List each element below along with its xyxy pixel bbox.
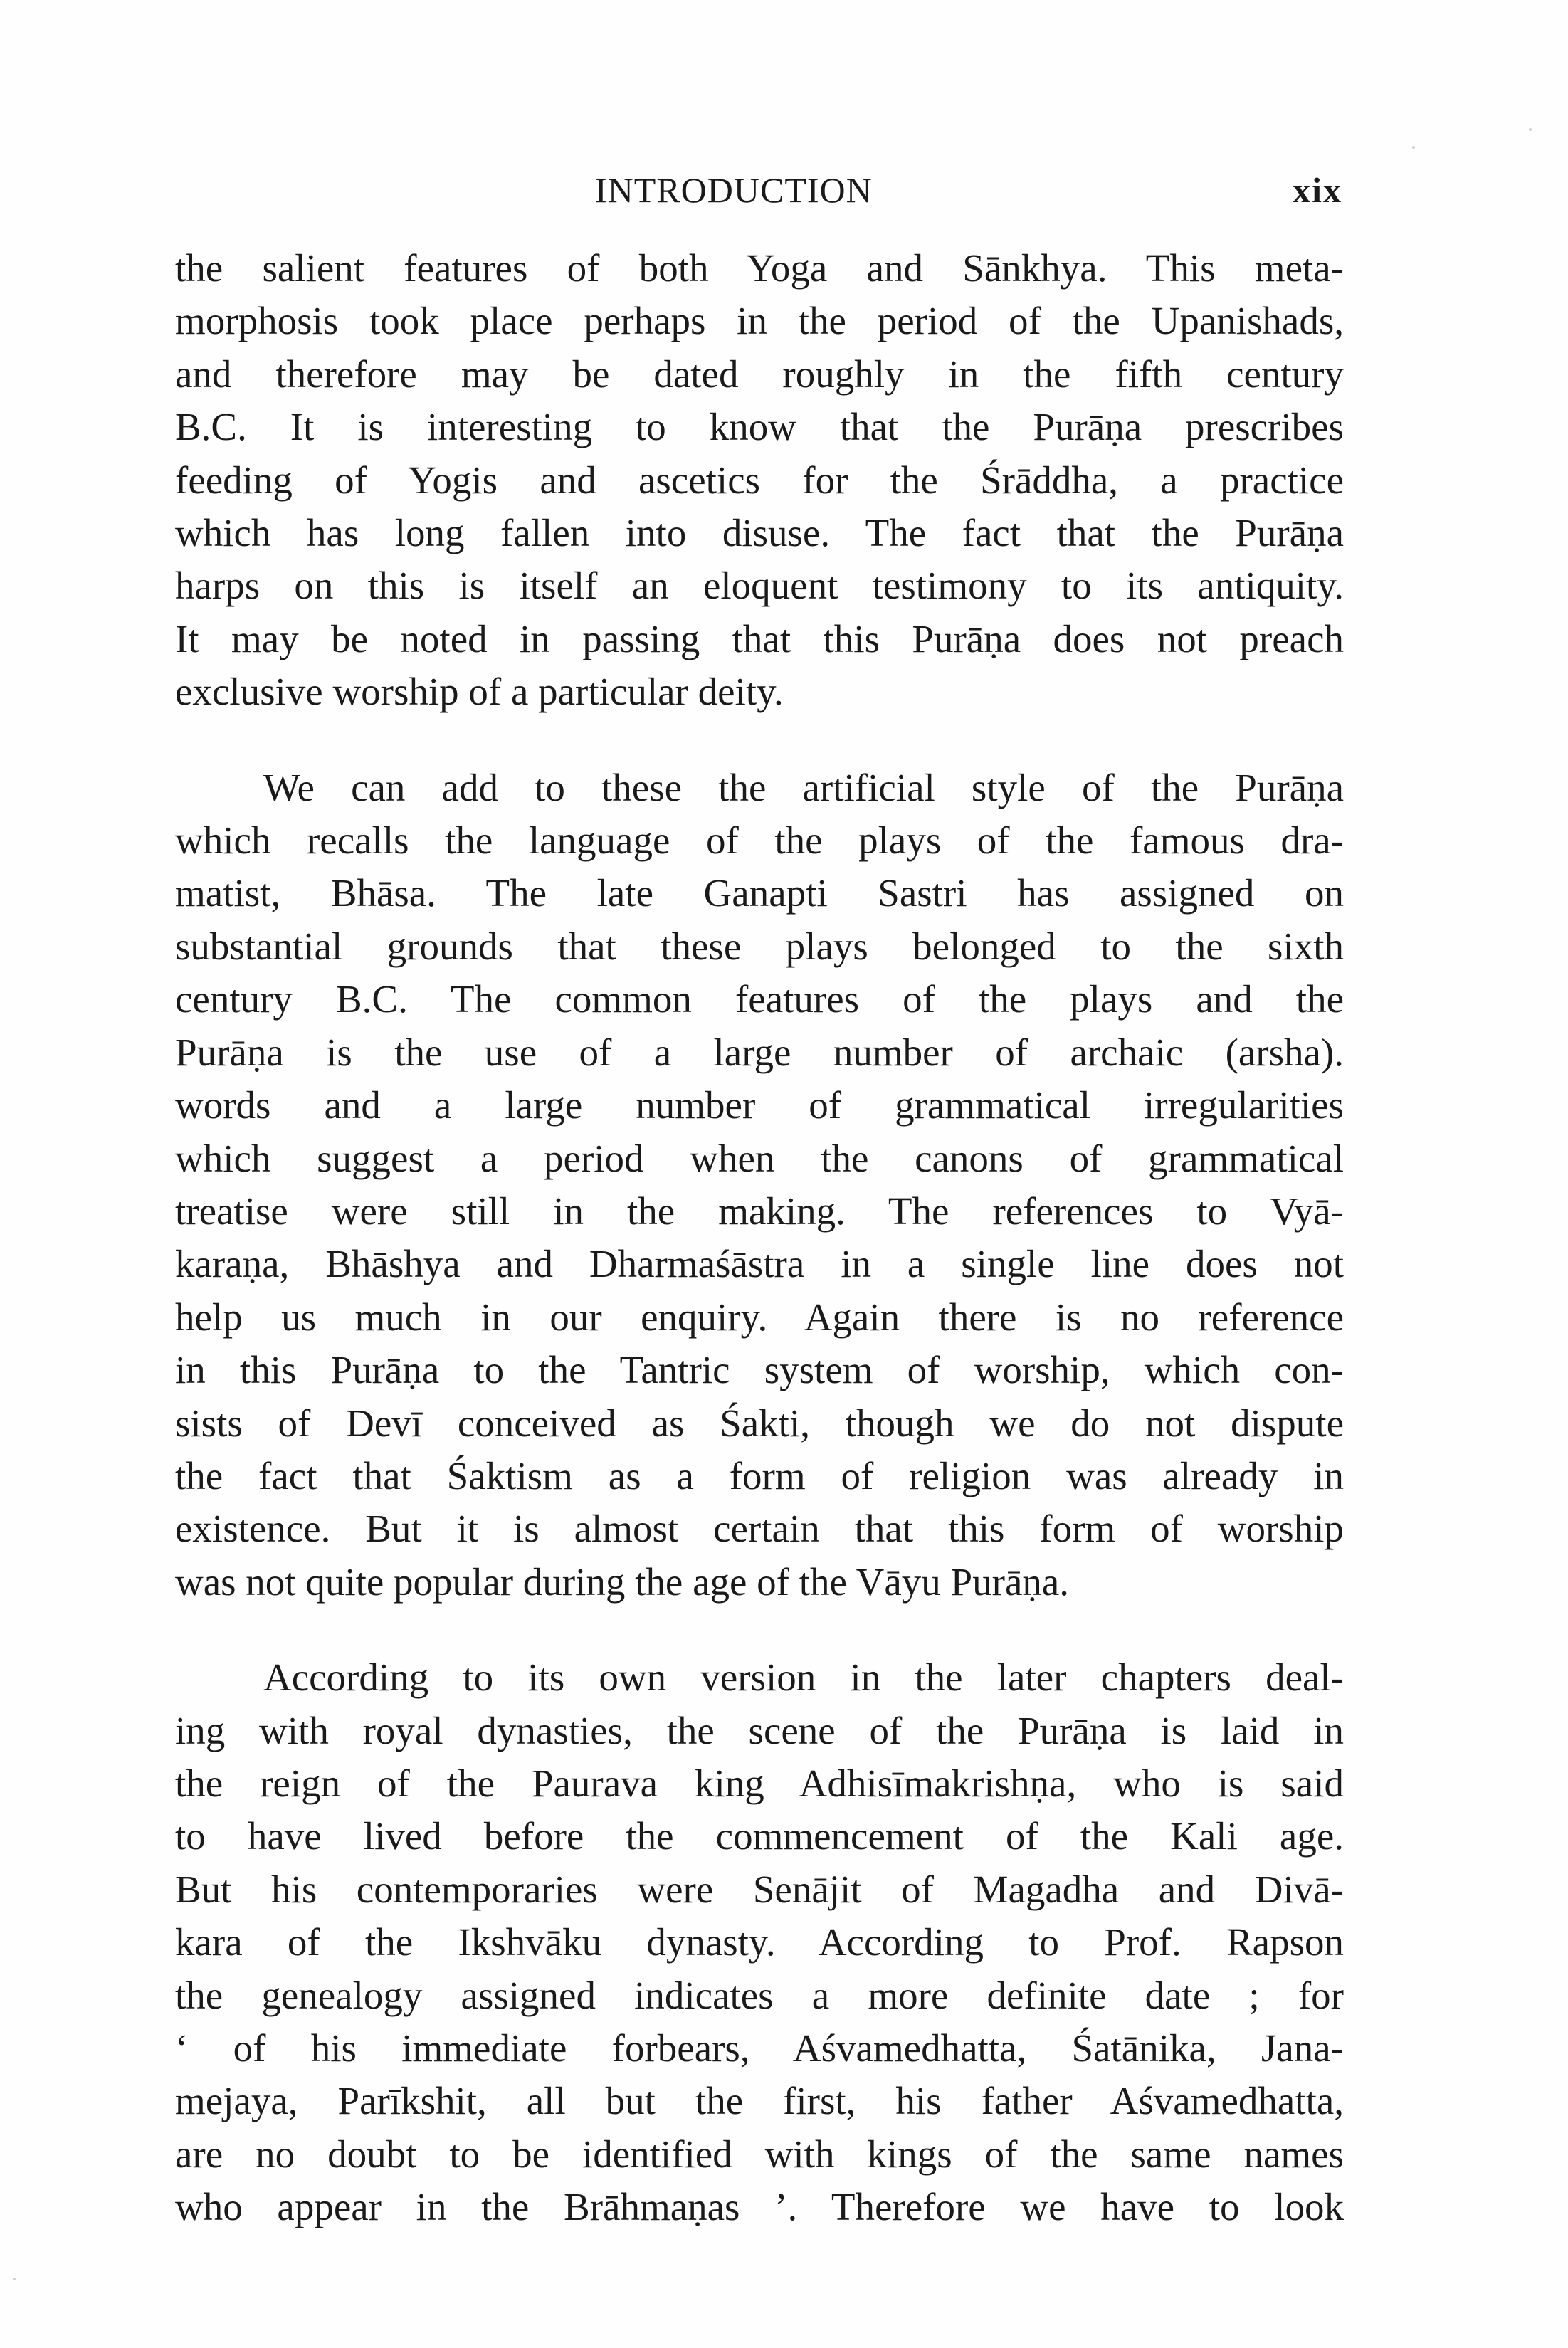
text-line: existence. But it is almost certain that this form of worship — [175, 1507, 1344, 1551]
text-line: B.C. It is interesting to know that the Purāṇa prescribes — [175, 405, 1344, 449]
text-line: are no doubt to be identified with kings of the same names — [175, 2132, 1344, 2176]
page-number: xix — [1293, 170, 1342, 210]
text-line: to have lived before the commencement of the Kali age. — [175, 1814, 1344, 1858]
text-line: was not quite popular during the age of the Vāyu Purāṇa. — [175, 1559, 1070, 1604]
body-text — [175, 242, 1344, 2234]
text-line: substantial grounds that these plays belonged to the sixth — [175, 924, 1344, 968]
text-line: which suggest a period when the canons of grammatical — [175, 1136, 1344, 1180]
paragraph-1 — [175, 242, 1344, 719]
text-line: Purāṇa is the use of a large number of archaic (arsha). — [175, 1030, 1344, 1074]
scan-speck — [13, 2278, 16, 2280]
text-line: the genealogy assigned indicates a more definite date ; for — [175, 1973, 1344, 2017]
text-line: But his contemporaries were Senājit of Magadha and Divā- — [175, 1867, 1344, 1911]
paragraph-3 — [175, 1651, 1344, 2233]
text-line: ‘ of his immediate forbears, Aśvamedhatta, Śatānika, Jana- — [175, 2026, 1344, 2070]
text-line: According to its own version in the later chapters deal- — [263, 1655, 1344, 1700]
text-line: kara of the Ikshvāku dynasty. According to Prof. Rapson — [175, 1920, 1344, 1964]
text-line: in this Purāṇa to the Tantric system of worship, which con- — [175, 1348, 1344, 1392]
text-line: who appear in the Brāhmaṇas ’. Therefore we have to look — [175, 2185, 1344, 2229]
text-line: treatise were still in the making. The references to Vyā- — [175, 1189, 1344, 1233]
text-line: It may be noted in passing that this Purāṇa does not preach — [175, 616, 1344, 660]
paragraph-gap — [175, 719, 1344, 762]
text-line: help us much in our enquiry. Again there is no reference — [175, 1295, 1344, 1339]
paragraph-gap — [175, 1609, 1344, 1651]
text-line: matist, Bhāsa. The late Ganapti Sastri has assigned on — [175, 871, 1344, 915]
text-line: ing with royal dynasties, the scene of the Purāṇa is laid in — [175, 1708, 1344, 1752]
text-line: words and a large number of grammatical irregularities — [175, 1083, 1344, 1127]
text-line: exclusive worship of a particular deity. — [175, 670, 784, 714]
text-line: We can add to these the artificial style of the Purāṇa — [263, 765, 1344, 809]
text-line: century B.C. The common features of the plays and the — [175, 977, 1344, 1021]
text-line: morphosis took place perhaps in the period of the Upanishads, — [175, 299, 1344, 343]
text-line: sists of Devī conceived as Śakti, though we do not dispute — [175, 1401, 1344, 1445]
text-line: the reign of the Paurava king Adhisīmakrishṇa, who is said — [175, 1761, 1344, 1805]
scan-speck — [1412, 146, 1415, 149]
text-line: and therefore may be dated roughly in the fifth century — [175, 352, 1344, 396]
scan-speck — [1529, 128, 1532, 131]
text-line: which recalls the language of the plays of the famous dra- — [175, 818, 1344, 863]
running-title: INTRODUCTION — [595, 170, 873, 210]
text-line: the salient features of both Yoga and Sānkhya. This meta- — [175, 246, 1344, 290]
text-line: mejaya, Parīkshit, all but the first, his father Aśvamedhatta, — [175, 2079, 1344, 2123]
running-header — [175, 169, 1342, 219]
text-line: the fact that Śaktism as a form of religion was already in — [175, 1453, 1344, 1497]
text-line: harps on this is itself an eloquent testimony to its antiquity. — [175, 564, 1344, 608]
text-line: karaṇa, Bhāshya and Dharmaśāstra in a single line does not — [175, 1242, 1344, 1286]
text-line: feeding of Yogis and ascetics for the Śrāddha, a practice — [175, 458, 1344, 502]
paragraph-2 — [175, 762, 1344, 1609]
text-line: which has long fallen into disuse. The fact that the Purāṇa — [175, 511, 1344, 555]
